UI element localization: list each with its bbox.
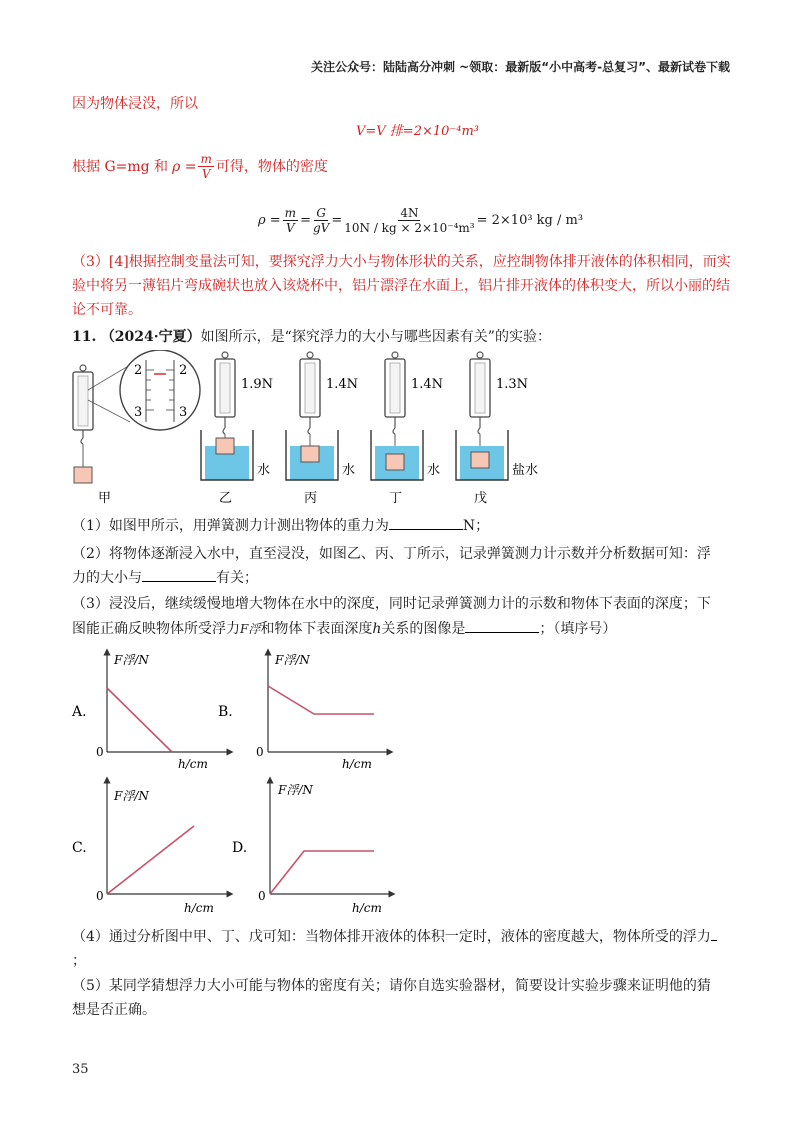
zoom-label-bottom-left: 3 xyxy=(134,405,143,420)
graph-a xyxy=(71,652,230,771)
block-jia xyxy=(74,467,92,483)
q3-text-2: 和物体下表面深度 xyxy=(260,621,373,637)
reading-wu: 1.3N xyxy=(496,377,529,392)
graph-d-line xyxy=(270,851,374,894)
solution-line-2 xyxy=(72,152,328,181)
setup-yi xyxy=(201,352,273,506)
formula-frac-3 xyxy=(344,206,474,235)
q2-answer-blank[interactable] xyxy=(142,567,216,582)
question-11-stem xyxy=(72,325,551,349)
graph-d-ylabel: F浮/N xyxy=(278,783,313,797)
formula-frac-1-den: V xyxy=(286,221,295,235)
zoom-label-bottom-right: 3 xyxy=(179,405,188,420)
reading-yi: 1.9N xyxy=(241,377,274,392)
graph-c xyxy=(72,780,230,915)
graph-b-ylabel: F浮/N xyxy=(275,653,310,667)
option-a-label: A. xyxy=(72,704,87,720)
graph-c-ylabel: F浮/N xyxy=(114,789,149,803)
q3-text: 图能正确反映物体所受浮力 xyxy=(72,621,240,637)
page-header: 关注公众号：陆陆高分冲刺 ~领取：最新版“小中高考-总复习”、最新试卷下载 xyxy=(311,60,730,74)
q3-line-1: （3）浸没后，继续缓慢地增大物体在水中的深度，同时记录弹簧测力计的示数和物体下表面的深度；下 xyxy=(72,596,711,612)
label-wu: 戊 xyxy=(474,491,488,506)
graph-a-xlabel: h/cm xyxy=(178,757,208,771)
graph-a-line xyxy=(107,688,172,752)
zoom-circle xyxy=(120,350,200,430)
q4-answer-blank[interactable] xyxy=(711,926,717,941)
graph-b xyxy=(218,652,390,771)
setup-ding xyxy=(371,352,443,506)
q3-text-3: 关系的图像是 xyxy=(381,621,466,637)
graph-c-line xyxy=(107,826,194,894)
setup-bing xyxy=(286,352,358,506)
graph-a-origin: 0 xyxy=(96,745,104,759)
fraction-denominator: V xyxy=(201,167,211,181)
formula-rhs: = 2×10³ kg / m³ xyxy=(476,213,584,228)
density-fraction xyxy=(198,152,213,181)
graph-b-xlabel: h/cm xyxy=(342,757,372,771)
graph-options xyxy=(60,640,400,920)
option-b-label: B. xyxy=(218,704,233,720)
spring-scale-jia xyxy=(73,365,93,467)
q2-line-1: （2）将物体逐渐浸入水中，直至浸没，如图乙、丙、丁所示，记录弹簧测力计示数并分析数据可知：浮 xyxy=(72,546,711,562)
q1-text: （1）如图甲所示，用弹簧测力计测出物体的重力为 xyxy=(72,518,389,534)
graph-d-xlabel: h/cm xyxy=(352,901,382,915)
q3-tail: ；（填序号） xyxy=(539,621,617,637)
graph-d-origin: 0 xyxy=(258,889,266,903)
formula-lhs: ρ = xyxy=(258,213,281,228)
option-c-label: C. xyxy=(72,840,87,856)
solution-line-2-text: 根据 G=mg 和 xyxy=(72,158,169,175)
liquid-wu: 盐水 xyxy=(512,463,539,478)
label-yi: 乙 xyxy=(219,491,233,506)
zoom-label-top-right: 2 xyxy=(179,363,188,378)
formula-frac-2-num: G xyxy=(316,206,326,220)
formula-frac-1-num: m xyxy=(284,206,297,220)
solution-line-1: 因为物体浸没，所以 xyxy=(72,96,198,112)
graph-d xyxy=(232,780,392,915)
q2-tail: 有关； xyxy=(216,570,258,586)
label-bing: 丙 xyxy=(304,491,318,506)
question-number: 11. xyxy=(72,329,97,345)
liquid-bing: 水 xyxy=(342,463,356,478)
question-source: （2024·宁夏） xyxy=(100,329,201,345)
formula-frac-3-den: 10N / kg × 2×10⁻⁴m³ xyxy=(344,221,475,235)
option-d-label: D. xyxy=(232,840,248,856)
q4-line-1 xyxy=(72,925,732,949)
formula-volume: V=V 排=2×10⁻⁴m³ xyxy=(356,124,480,139)
q5-line-1: （5）某同学猜想浮力大小可能与物体的密度有关；请你自选实验器材，简要设计实验步骤来证明他的猜 xyxy=(72,978,711,994)
graph-b-line xyxy=(268,686,374,714)
experiment-figure xyxy=(60,350,580,515)
q5-line-2: 想是否正确。 xyxy=(72,1002,156,1018)
q2-text: 力的大小与 xyxy=(72,570,142,586)
formula-frac-1 xyxy=(283,206,298,235)
q3-force-symbol: F浮 xyxy=(240,622,261,636)
formula-frac-2-den: gV xyxy=(312,221,330,235)
solution-line-2-tail: 可得，物体的密度 xyxy=(215,158,328,175)
fraction-numerator: m xyxy=(200,152,212,166)
graph-b-origin: 0 xyxy=(256,745,264,759)
liquid-yi: 水 xyxy=(257,463,271,478)
formula-density xyxy=(258,206,583,235)
label-jia: 甲 xyxy=(98,491,112,506)
formula-eq-2: = xyxy=(331,213,343,228)
q1-line xyxy=(72,514,489,538)
setup-wu xyxy=(456,352,538,506)
q3-line-2 xyxy=(72,617,616,641)
q1-answer-blank[interactable] xyxy=(389,515,463,530)
graph-c-origin: 0 xyxy=(96,889,104,903)
question-stem-text: 如图所示，是“探究浮力的大小与哪些因素有关”的实验： xyxy=(200,329,551,345)
q3-answer-blank[interactable] xyxy=(465,618,539,633)
zoom-label-top-left: 2 xyxy=(134,363,143,378)
q2-line-2 xyxy=(72,566,258,590)
page-number: 35 xyxy=(72,1062,89,1077)
q1-unit: N； xyxy=(462,518,490,534)
q3-depth-symbol: h xyxy=(372,621,382,637)
formula-frac-2 xyxy=(313,206,329,235)
graph-c-xlabel: h/cm xyxy=(184,901,214,915)
graph-a-ylabel: F浮/N xyxy=(114,653,149,667)
solution-part-3: （3）[4]根据控制变量法可知，要探究浮力大小与物体形状的关系，应控制物体排开液体的体积相同，而实验中将另一薄铝片弯成碗状也放入该烧杯中，铝片漂浮在水面上，铝片排开液体的体积变大，所以小丽的结论不可靠。 xyxy=(72,254,731,318)
q4-text: （4）通过分析图中甲、丁、戊可知：当物体排开液体的体积一定时，液体的密度越大，物体所受的浮力 xyxy=(72,929,711,945)
reading-bing: 1.4N xyxy=(326,377,359,392)
label-ding: 丁 xyxy=(389,491,403,506)
formula-frac-3-num: 4N xyxy=(400,206,419,220)
liquid-ding: 水 xyxy=(427,463,441,478)
formula-eq: = xyxy=(300,213,311,228)
rho-symbol: ρ = xyxy=(172,158,197,175)
q4-line-2: ； xyxy=(72,953,86,969)
reading-ding: 1.4N xyxy=(411,377,444,392)
